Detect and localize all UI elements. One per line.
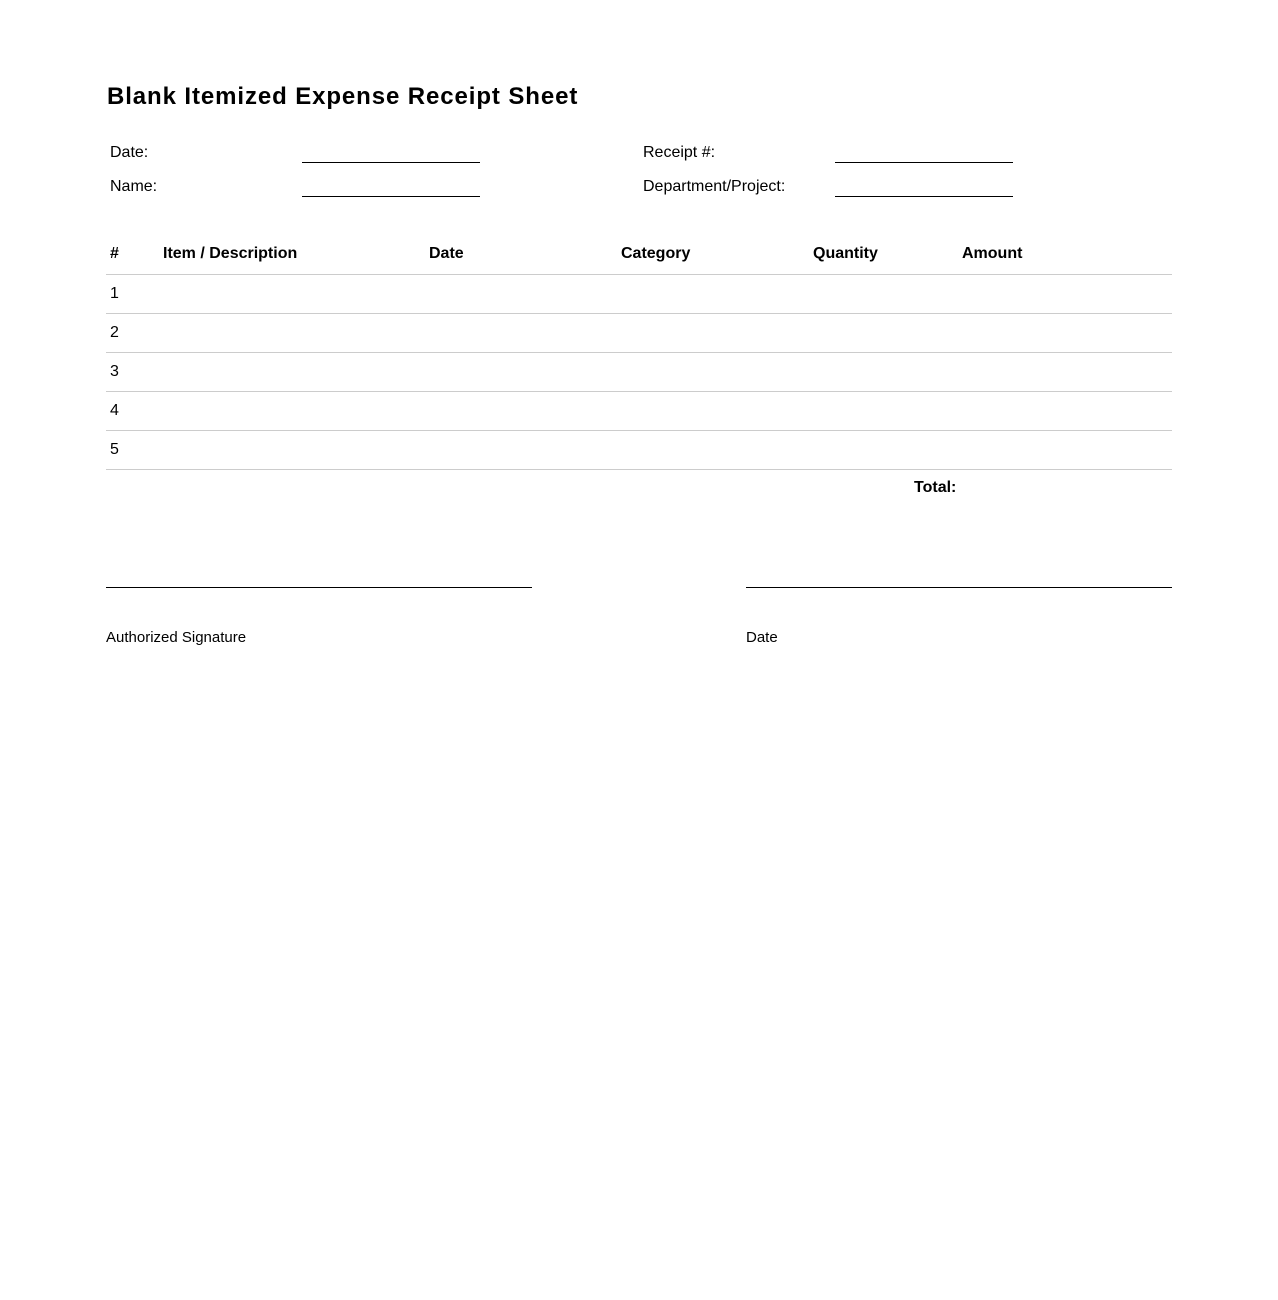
signature-date-label: Date [746,629,778,646]
quantity-cell[interactable] [809,353,958,392]
amount-cell[interactable] [958,353,1172,392]
category-cell[interactable] [617,392,809,431]
item-description-cell[interactable] [159,314,425,353]
date-cell[interactable] [425,275,617,314]
receipt-number-label: Receipt #: [643,144,716,161]
date-cell[interactable] [425,392,617,431]
category-cell[interactable] [617,353,809,392]
amount-cell[interactable] [958,275,1172,314]
row-number: 2 [106,314,159,353]
category-cell[interactable] [617,431,809,470]
amount-cell[interactable] [958,431,1172,470]
column-header-category: Category [617,234,809,275]
date-input[interactable] [302,144,480,163]
table-row [106,314,1172,353]
column-header-number: # [106,234,159,275]
row-number: 1 [106,275,159,314]
item-description-cell[interactable] [159,353,425,392]
column-header-date: Date [425,234,617,275]
date-cell[interactable] [425,314,617,353]
category-cell[interactable] [617,275,809,314]
quantity-cell[interactable] [809,275,958,314]
receipt-number-input[interactable] [835,144,1013,163]
total-amount-value[interactable] [966,479,1166,499]
table-header-row [106,234,1172,275]
item-description-cell[interactable] [159,431,425,470]
page-title: Blank Itemized Expense Receipt Sheet [107,83,579,110]
date-cell[interactable] [425,431,617,470]
category-cell[interactable] [617,314,809,353]
item-description-cell[interactable] [159,392,425,431]
row-number: 4 [106,392,159,431]
quantity-cell[interactable] [809,314,958,353]
amount-cell[interactable] [958,314,1172,353]
department-project-input[interactable] [835,178,1013,197]
signature-date-line[interactable] [746,587,1172,588]
table-row [106,392,1172,431]
column-header-quantity: Quantity [809,234,958,275]
item-description-cell[interactable] [159,275,425,314]
department-project-label: Department/Project: [643,178,786,195]
quantity-cell[interactable] [809,392,958,431]
name-field-label: Name: [110,178,158,195]
table-row [106,353,1172,392]
date-cell[interactable] [425,353,617,392]
table-row [106,275,1172,314]
authorized-signature-line[interactable] [106,587,532,588]
column-header-amount: Amount [958,234,1172,275]
expense-items-table [106,234,1172,470]
row-number: 3 [106,353,159,392]
row-number: 5 [106,431,159,470]
amount-cell[interactable] [958,392,1172,431]
table-row [106,431,1172,470]
date-field-label: Date: [110,144,149,161]
quantity-cell[interactable] [809,431,958,470]
column-header-item-description: Item / Description [159,234,425,275]
authorized-signature-label: Authorized Signature [106,629,247,646]
total-label: Total: [914,479,957,496]
name-input[interactable] [302,178,480,197]
